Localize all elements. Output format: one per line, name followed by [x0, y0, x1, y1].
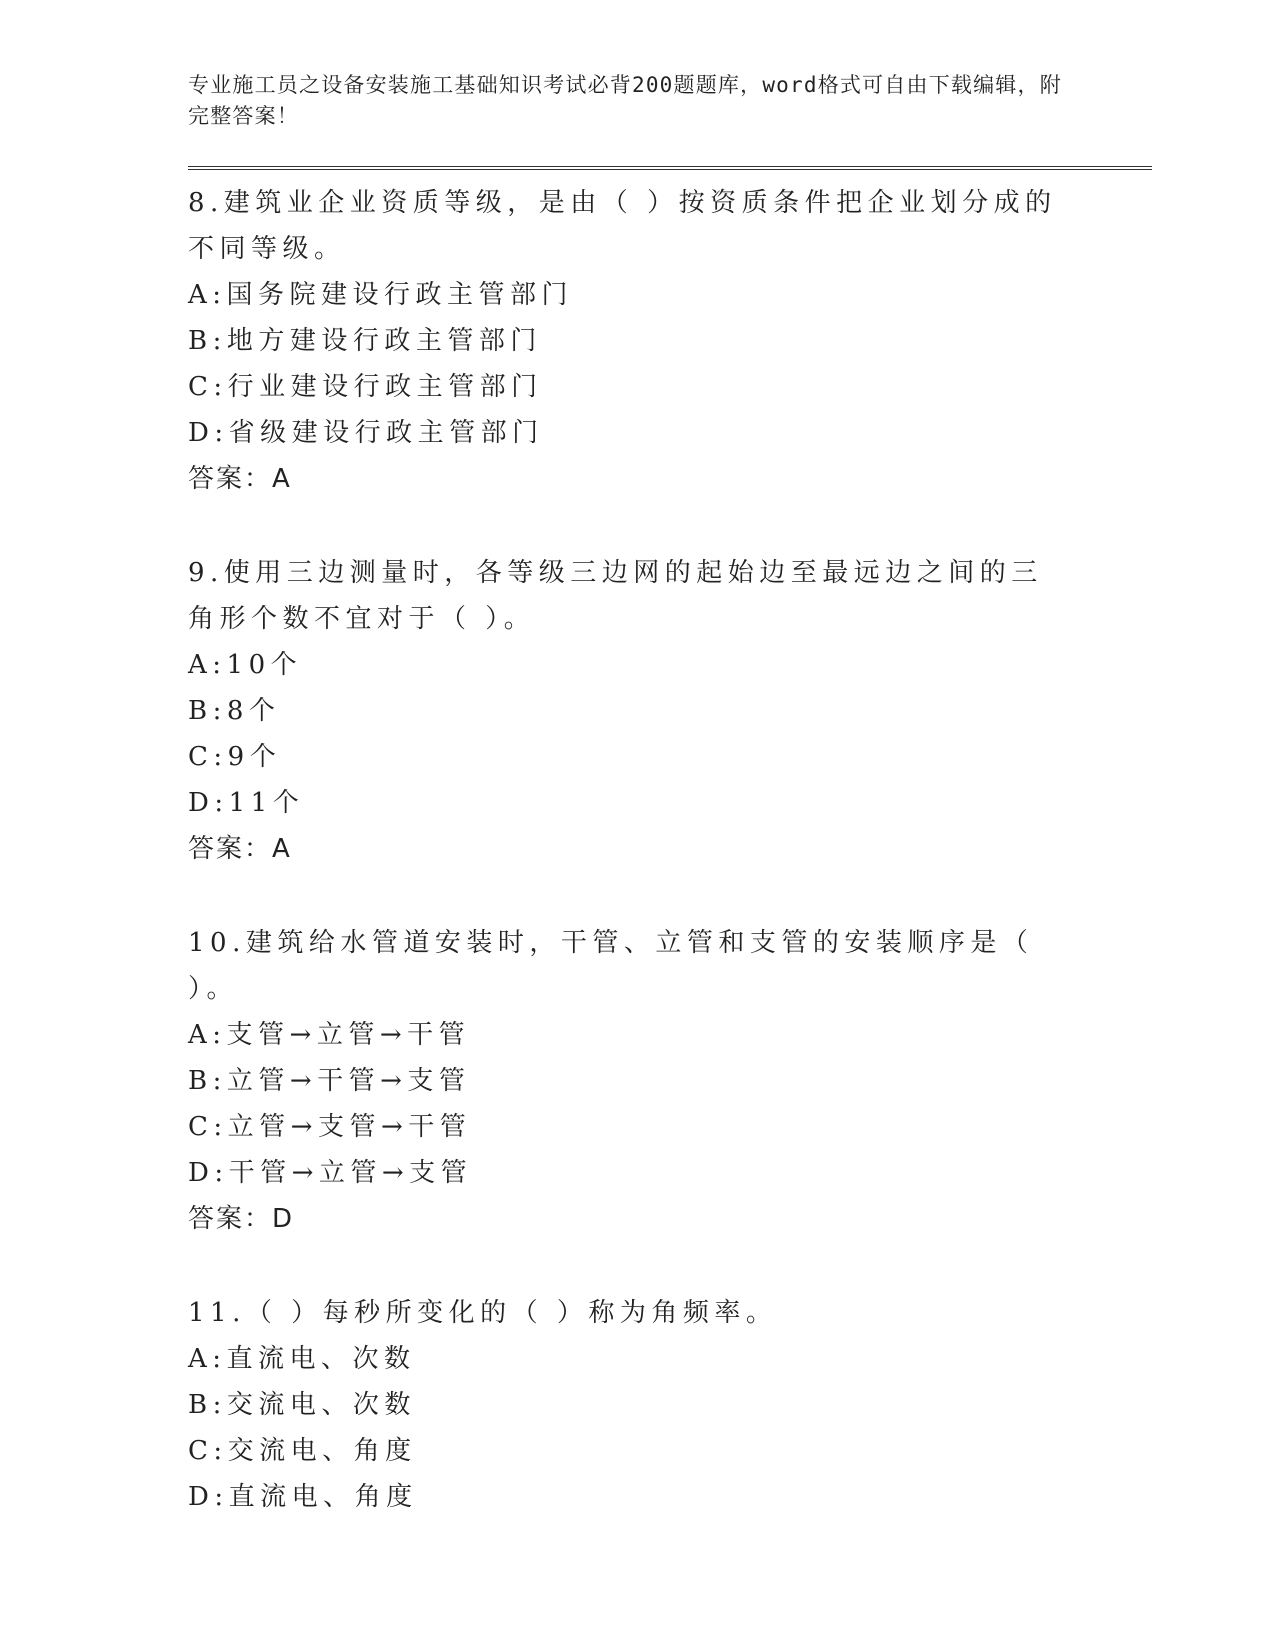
option-c: C:行业建设行政主管部门 — [188, 372, 543, 402]
question-stem: 9.使用三边测量时，各等级三边网的起始边至最远边之间的三角形个数不宜对于（ ）。 — [188, 558, 1043, 634]
option-d: D:干管→立管→支管 — [188, 1158, 473, 1188]
option-a: A:支管→立管→干管 — [188, 1020, 471, 1050]
option-c: C:立管→支管→干管 — [188, 1112, 472, 1142]
option-b: B:立管→干管→支管 — [188, 1066, 471, 1096]
question-8 — [188, 180, 1152, 502]
question-stem: 11.（ ）每秒所变化的（ ）称为角频率。 — [188, 1298, 778, 1328]
option-b: B:地方建设行政主管部门 — [188, 326, 542, 356]
question-stem: 10.建筑给水管道安装时，干管、立管和支管的安装顺序是（ ）。 — [188, 928, 1034, 1004]
option-c: C:9个 — [188, 742, 282, 772]
answer-text: 答案：A — [188, 464, 292, 494]
option-d: D:直流电、角度 — [188, 1482, 418, 1512]
option-c: C:交流电、角度 — [188, 1436, 417, 1466]
question-10 — [188, 920, 1152, 1242]
answer-text: 答案：D — [188, 1204, 295, 1234]
document-header: 专业施工员之设备安装施工基础知识考试必背200题题库，word格式可自由下载编辑，附完整答案！ — [188, 73, 1062, 128]
option-a: A:直流电、次数 — [188, 1344, 416, 1374]
option-b: B:交流电、次数 — [188, 1390, 416, 1420]
option-a: A:10个 — [188, 650, 303, 680]
answer-text: 答案：A — [188, 834, 292, 864]
header-divider — [188, 166, 1152, 170]
option-d: D:省级建设行政主管部门 — [188, 418, 544, 448]
option-b: B:8个 — [188, 696, 281, 726]
question-stem: 8.建筑业企业资质等级，是由（ ）按资质条件把企业划分成的不同等级。 — [188, 188, 1057, 264]
document-page — [188, 70, 1152, 1520]
option-d: D:11个 — [188, 788, 305, 818]
question-9 — [188, 550, 1152, 872]
option-a: A:国务院建设行政主管部门 — [188, 280, 574, 310]
question-11 — [188, 1290, 1152, 1520]
